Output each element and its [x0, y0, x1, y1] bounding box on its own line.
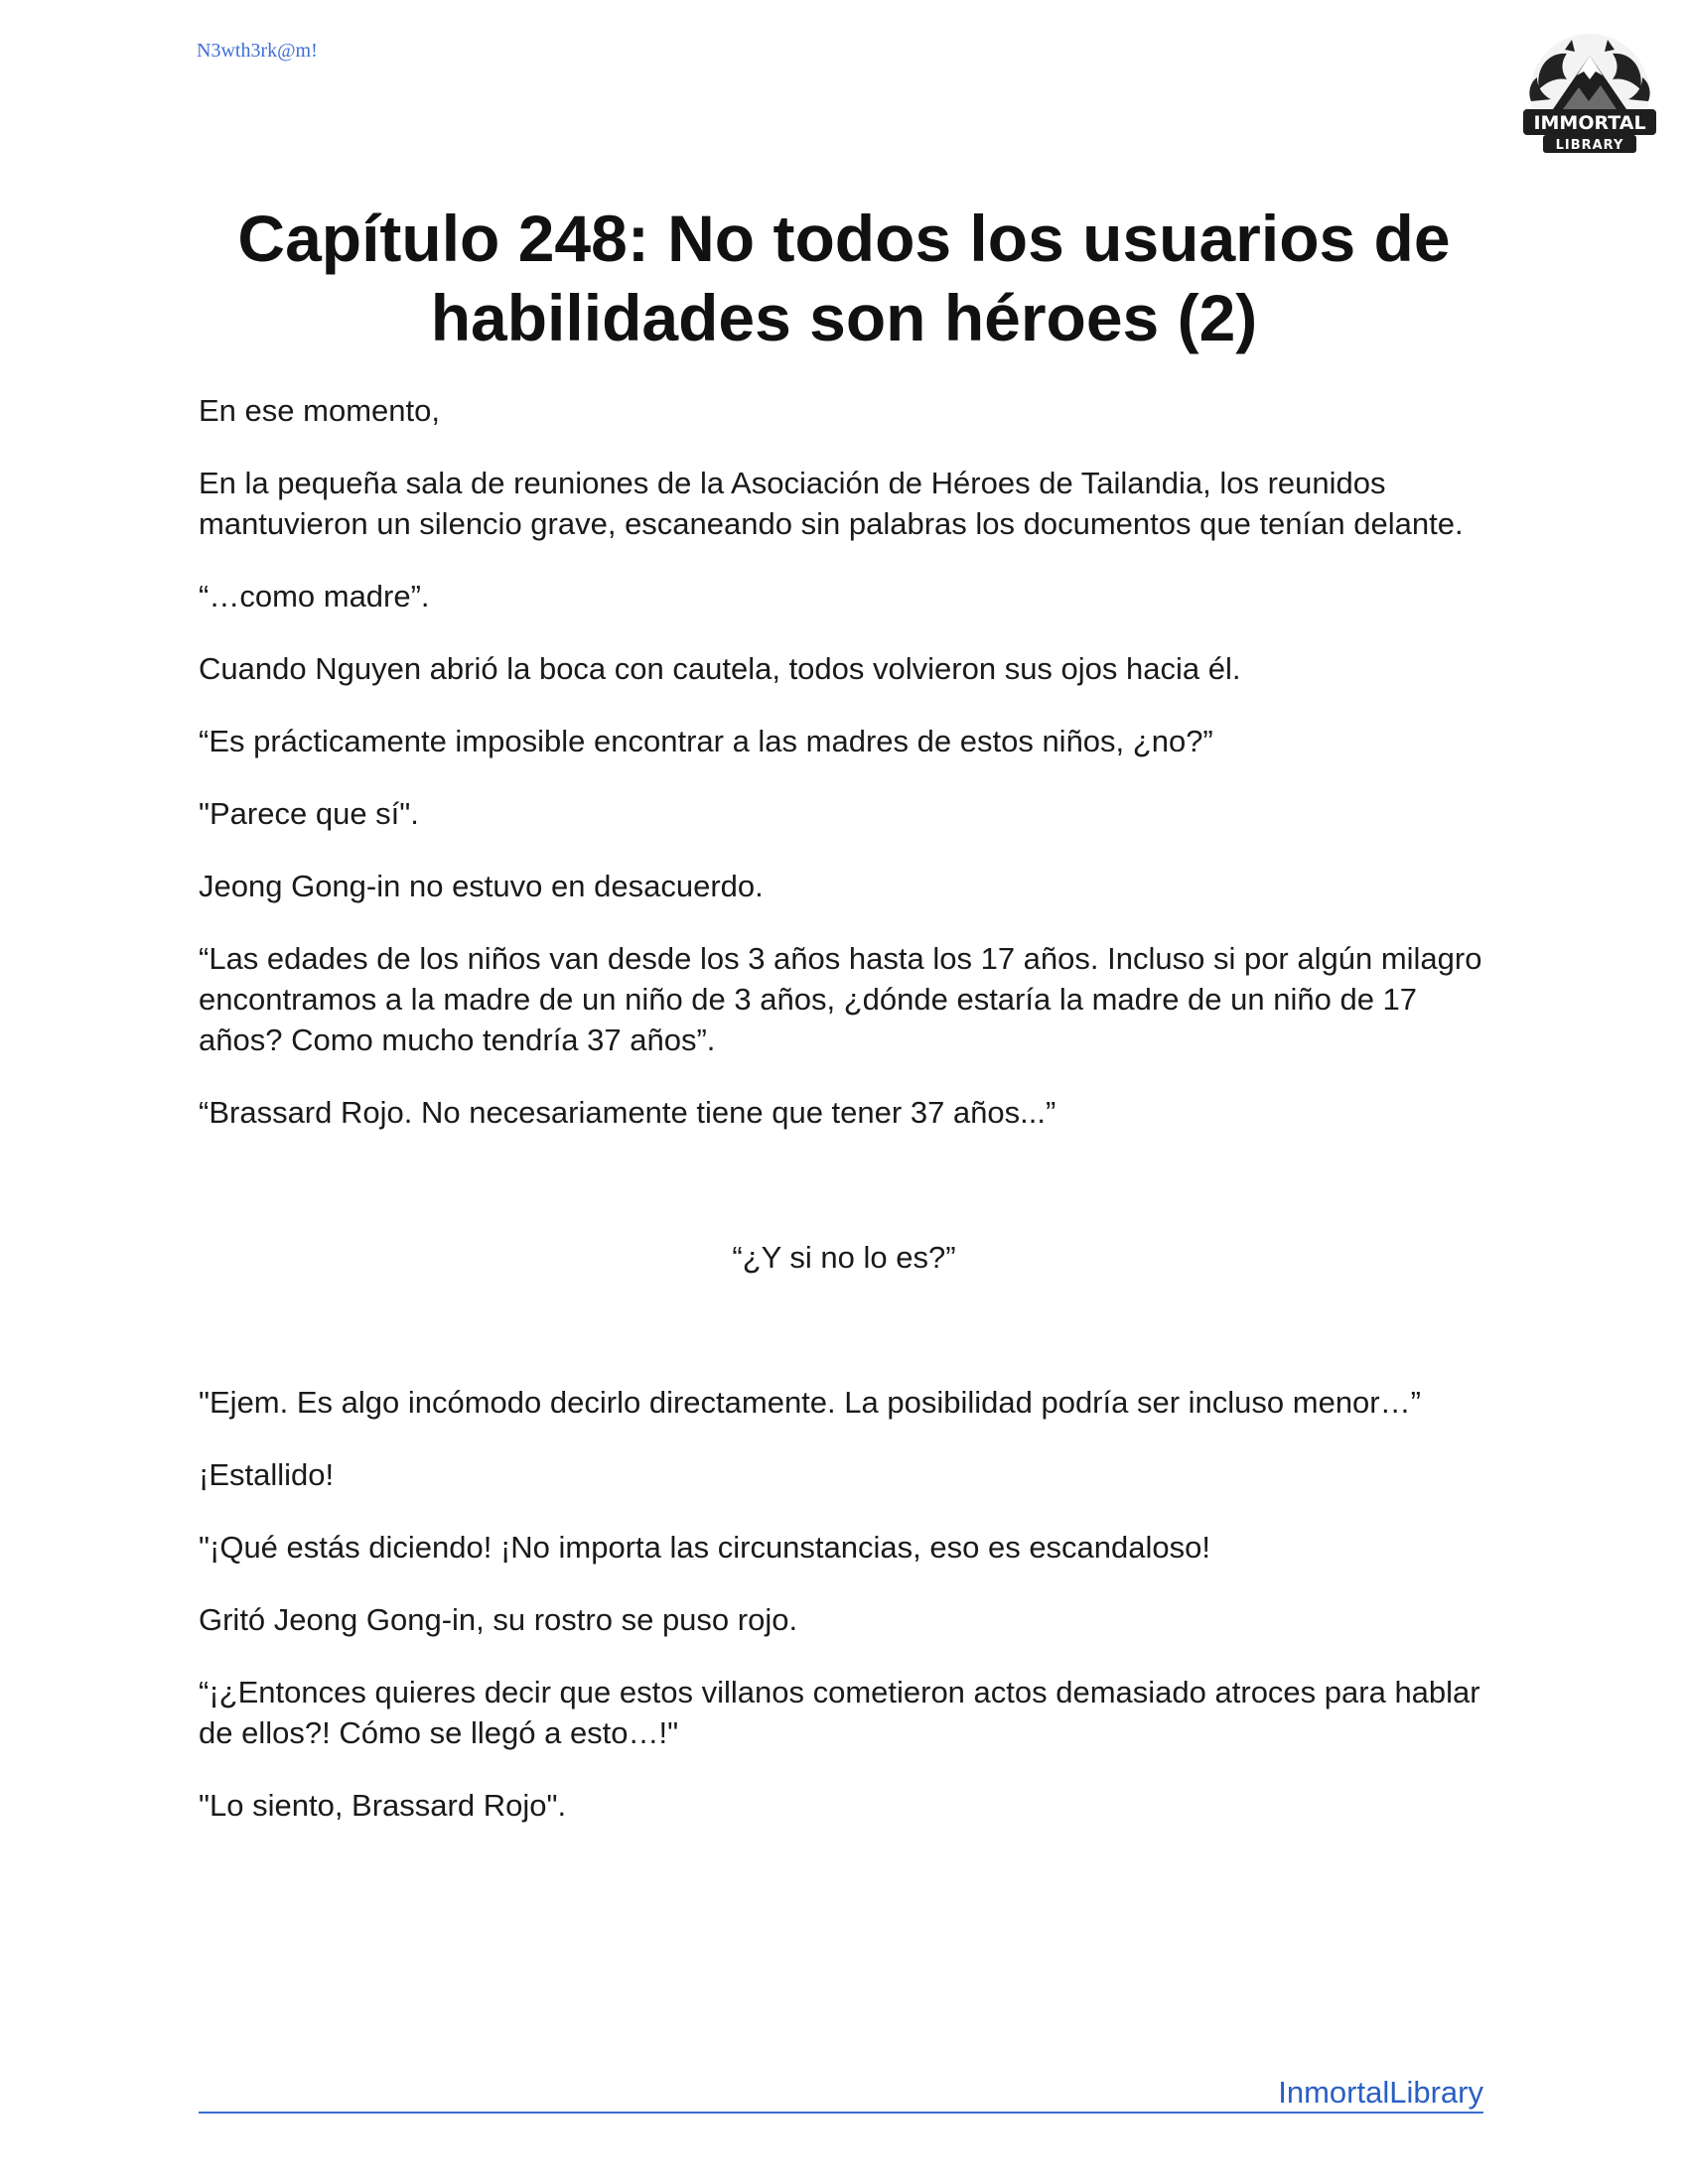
chapter-body: [199, 390, 1499, 1826]
paragraph: “Las edades de los niños van desde los 3 años hasta los 17 años. Incluso si por algún milagro encontramos a la madre de un niño de 3 años, ¿dónde estaría la madre de un niño de 17 años? Como mucho tendría 37 años”.: [199, 941, 1482, 1057]
paragraph: En la pequeña sala de reuniones de la Asociación de Héroes de Tailandia, los reunidos mantuvieron un silencio grave, escaneando sin palabras los documentos que tenían delante.: [199, 466, 1464, 541]
footer-library-link[interactable]: InmortalLibrary: [1278, 2075, 1483, 2110]
paragraph: "Parece que sí".: [199, 796, 419, 831]
paragraph: “…como madre”.: [199, 579, 430, 614]
page-title: [149, 199, 1539, 357]
logo-text-top: IMMORTAL: [1533, 112, 1646, 134]
paragraph: "¡Qué estás diciendo! ¡No importa las circunstancias, eso es escandaloso!: [199, 1530, 1211, 1565]
paragraph: ¡Estallido!: [199, 1457, 335, 1492]
paragraph: “Es prácticamente imposible encontrar a las madres de estos niños, ¿no?”: [199, 724, 1213, 758]
paragraph: Jeong Gong-in no estuvo en desacuerdo.: [199, 869, 764, 903]
footer-divider: [199, 2112, 1483, 2114]
paragraph: Gritó Jeong Gong-in, su rostro se puso rojo.: [199, 1602, 798, 1637]
paragraph: En ese momento,: [199, 393, 440, 428]
paragraph-centered: “¿Y si no lo es?”: [732, 1240, 956, 1275]
immortal-library-logo: [1517, 32, 1662, 161]
logo-text-bottom: LIBRARY: [1555, 138, 1624, 153]
paragraph: Cuando Nguyen abrió la boca con cautela, todos volvieron sus ojos hacia él.: [199, 651, 1241, 686]
paragraph: "Ejem. Es algo incómodo decirlo directamente. La posibilidad podría ser incluso menor…”: [199, 1385, 1421, 1420]
title-line-1: Capítulo 248: No todos los usuarios de: [237, 202, 1451, 275]
watermark-text: N3wth3rk@m!: [197, 40, 318, 62]
paragraph: “Brassard Rojo. No necesariamente tiene que tener 37 años...”: [199, 1095, 1056, 1130]
paragraph: "Lo siento, Brassard Rojo".: [199, 1788, 567, 1823]
paragraph: “¡¿Entonces quieres decir que estos villanos cometieron actos demasiado atroces para hablar de ellos?! Cómo se llegó a esto…!": [199, 1675, 1480, 1750]
title-line-2: habilidades son héroes (2): [430, 281, 1258, 354]
